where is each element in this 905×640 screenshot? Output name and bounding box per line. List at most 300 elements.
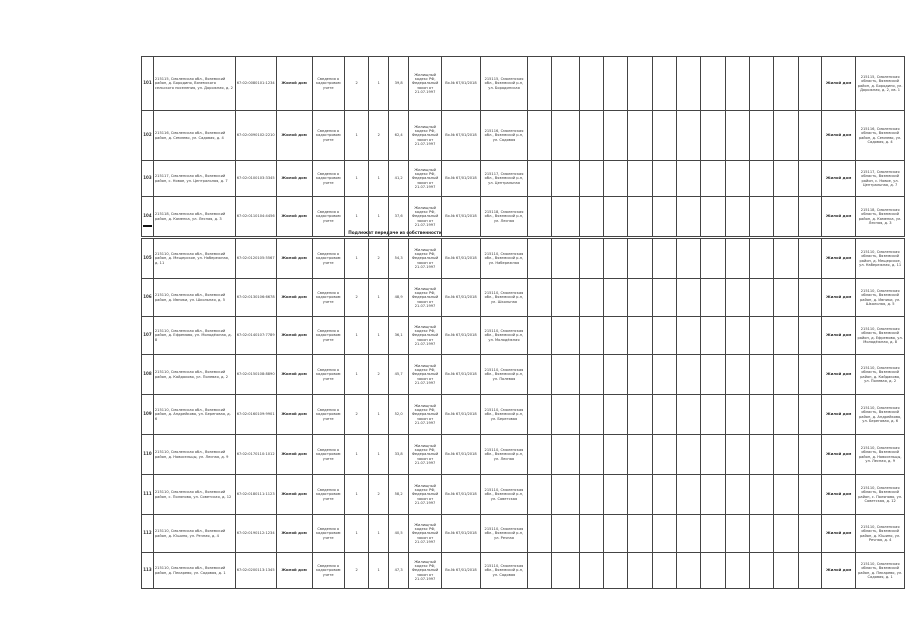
address-cell: 215115, Смоленская обл., Вяземский район, д. Бородино, Вяземского сельского поселения, ул. Дорожная, д. 2 bbox=[153, 57, 235, 111]
empty-cell bbox=[774, 279, 798, 317]
empty-cell bbox=[527, 553, 551, 589]
empty-cell bbox=[604, 317, 628, 355]
registry-table-bottom bbox=[141, 238, 905, 589]
basis-cell: Жилищный кодекс РФ, Федеральный закон от 21.07.1997 bbox=[409, 395, 441, 435]
purpose-cell: Сведения о кадастровом учете bbox=[312, 553, 344, 589]
empty-cell bbox=[552, 161, 580, 197]
empty-cell bbox=[749, 197, 773, 237]
entrances-cell: 2 bbox=[369, 475, 389, 515]
empty-cell bbox=[579, 553, 603, 589]
registration-cell: 215116, Смоленская обл., Вяземский р-н, ул. Садовая bbox=[481, 111, 528, 161]
empty-cell bbox=[677, 475, 701, 515]
cadastral-number-cell: 67:02:0190112:1234 bbox=[235, 515, 276, 553]
empty-cell bbox=[677, 317, 701, 355]
empty-cell bbox=[677, 279, 701, 317]
empty-cell bbox=[628, 355, 652, 395]
date-cell: Вх.№ 67/01/2018 bbox=[441, 395, 480, 435]
entrances-cell: 2 bbox=[369, 111, 389, 161]
empty-cell bbox=[774, 515, 798, 553]
empty-cell bbox=[798, 111, 821, 161]
empty-cell bbox=[774, 197, 798, 237]
date-cell: Вх.№ 67/01/2018 bbox=[441, 197, 480, 237]
empty-cell bbox=[628, 197, 652, 237]
owner-type-cell: Жилой дом bbox=[822, 515, 856, 553]
owner-type-cell: Жилой дом bbox=[822, 435, 856, 475]
entrances-cell: 1 bbox=[369, 279, 389, 317]
purpose-cell: Сведения о кадастровом учете bbox=[312, 161, 344, 197]
empty-cell bbox=[628, 161, 652, 197]
empty-cell bbox=[604, 553, 628, 589]
address-cell: 215117, Смоленская обл., Вяземский район, с. Новое, ул. Центральная, д. 7 bbox=[153, 161, 235, 197]
row-number: 106 bbox=[142, 279, 154, 317]
entrances-cell: 1 bbox=[369, 317, 389, 355]
empty-cell bbox=[749, 239, 773, 279]
empty-cell bbox=[677, 57, 701, 111]
empty-cell bbox=[774, 355, 798, 395]
empty-cell bbox=[774, 475, 798, 515]
empty-cell bbox=[579, 161, 603, 197]
table-row bbox=[142, 475, 905, 515]
owner-address-cell: 215110, Смоленская область, Вяземский район, д. Новосельцы, ул. Лесная, д. 9 bbox=[856, 435, 905, 475]
empty-cell bbox=[527, 111, 551, 161]
object-type-cell: Жилой дом bbox=[276, 553, 312, 589]
owner-address-cell: 215110, Смоленская область, Вяземский район, д. Ефремово, ул. Молодёжная, д. 8 bbox=[856, 317, 905, 355]
section-title: Подлежат передаче из собственности bbox=[348, 230, 442, 235]
floors-cell: 2 bbox=[344, 57, 369, 111]
owner-type-cell: Жилой дом bbox=[822, 553, 856, 589]
registration-cell: 215115, Смоленская обл., Вяземский р-н, ул. Бородинская bbox=[481, 57, 528, 111]
entrances-cell: 1 bbox=[369, 57, 389, 111]
empty-cell bbox=[725, 197, 749, 237]
empty-cell bbox=[725, 57, 749, 111]
entrances-cell: 1 bbox=[369, 515, 389, 553]
cadastral-number-cell: 67:02:0150108:8890 bbox=[235, 355, 276, 395]
table-row bbox=[142, 239, 905, 279]
empty-cell bbox=[701, 435, 725, 475]
address-cell: 215118, Смоленская обл., Вяземский район, д. Каменка, ул. Лесная, д. 3 bbox=[153, 197, 235, 237]
table-row bbox=[142, 161, 905, 197]
empty-cell bbox=[579, 395, 603, 435]
floors-cell: 1 bbox=[344, 197, 369, 237]
basis-cell: Жилищный кодекс РФ, Федеральный закон от 21.07.1997 bbox=[409, 553, 441, 589]
area-cell: 52,0 bbox=[388, 395, 408, 435]
owner-type-cell: Жилой дом bbox=[822, 475, 856, 515]
row-number: 109 bbox=[142, 395, 154, 435]
empty-cell bbox=[552, 475, 580, 515]
owner-address-cell: 215110, Смоленская область, Вяземский район, д. Пекарево, ул. Садовая, д. 1 bbox=[856, 553, 905, 589]
date-cell: Вх.№ 67/01/2018 bbox=[441, 515, 480, 553]
empty-cell bbox=[701, 317, 725, 355]
cadastral-number-cell: 67:02:0200113:1345 bbox=[235, 553, 276, 589]
empty-cell bbox=[774, 111, 798, 161]
object-type-cell: Жилой дом bbox=[276, 395, 312, 435]
empty-cell bbox=[652, 197, 676, 237]
empty-cell bbox=[552, 111, 580, 161]
empty-cell bbox=[749, 553, 773, 589]
table-row bbox=[142, 515, 905, 553]
cadastral-number-cell: 67:02:0110104:4456 bbox=[235, 197, 276, 237]
empty-cell bbox=[604, 197, 628, 237]
empty-cell bbox=[628, 239, 652, 279]
empty-cell bbox=[579, 239, 603, 279]
empty-cell bbox=[749, 279, 773, 317]
empty-cell bbox=[749, 317, 773, 355]
empty-cell bbox=[527, 279, 551, 317]
empty-cell bbox=[774, 435, 798, 475]
purpose-cell: Сведения о кадастровом учете bbox=[312, 239, 344, 279]
address-cell: 215110, Смоленская обл., Вяземский район, д. Ефремово, ул. Молодёжная, д. 8 bbox=[153, 317, 235, 355]
address-cell: 215110, Смоленская обл., Вяземский район, д. Пекарево, ул. Садовая, д. 1 bbox=[153, 553, 235, 589]
area-cell: 48,9 bbox=[388, 279, 408, 317]
basis-cell: Жилищный кодекс РФ, Федеральный закон от 21.07.1997 bbox=[409, 515, 441, 553]
basis-cell: Жилищный кодекс РФ, Федеральный закон от 21.07.1997 bbox=[409, 317, 441, 355]
entrances-cell: 2 bbox=[369, 355, 389, 395]
empty-cell bbox=[527, 239, 551, 279]
owner-address-cell: 215110, Смоленская область, Вяземский район, д. Кайдаково, ул. Полевая, д. 2 bbox=[856, 355, 905, 395]
empty-cell bbox=[604, 355, 628, 395]
empty-cell bbox=[527, 515, 551, 553]
empty-cell bbox=[628, 475, 652, 515]
empty-cell bbox=[798, 475, 821, 515]
address-cell: 215116, Смоленская обл., Вяземский район, д. Семлево, ул. Садовая, д. 4 bbox=[153, 111, 235, 161]
empty-cell bbox=[652, 475, 676, 515]
row-number: 112 bbox=[142, 515, 154, 553]
empty-cell bbox=[628, 395, 652, 435]
basis-cell: Жилищный кодекс РФ, Федеральный закон от 21.07.1997 bbox=[409, 161, 441, 197]
table-row bbox=[142, 553, 905, 589]
table-row bbox=[142, 57, 905, 111]
row-number: 108 bbox=[142, 355, 154, 395]
basis-cell: Жилищный кодекс РФ, Федеральный закон от 21.07.1997 bbox=[409, 57, 441, 111]
empty-cell bbox=[527, 197, 551, 237]
empty-cell bbox=[552, 57, 580, 111]
basis-cell: Жилищный кодекс РФ, Федеральный закон от 21.07.1997 bbox=[409, 239, 441, 279]
area-cell: 45,7 bbox=[388, 355, 408, 395]
owner-type-cell: Жилой дом bbox=[822, 355, 856, 395]
empty-cell bbox=[552, 515, 580, 553]
object-type-cell: Жилой дом bbox=[276, 111, 312, 161]
empty-cell bbox=[652, 57, 676, 111]
empty-cell bbox=[628, 57, 652, 111]
empty-cell bbox=[677, 239, 701, 279]
floors-cell: 1 bbox=[344, 475, 369, 515]
date-cell: Вх.№ 67/01/2018 bbox=[441, 239, 480, 279]
purpose-cell: Сведения о кадастровом учете bbox=[312, 515, 344, 553]
empty-cell bbox=[701, 355, 725, 395]
cadastral-number-cell: 67:02:0080101:1234 bbox=[235, 57, 276, 111]
empty-cell bbox=[774, 161, 798, 197]
owner-type-cell: Жилой дом bbox=[821, 161, 855, 197]
table-row bbox=[142, 197, 905, 237]
cadastral-number-cell: 67:02:0130106:6678 bbox=[235, 279, 276, 317]
basis-cell: Жилищный кодекс РФ, Федеральный закон от 21.07.1997 bbox=[409, 355, 441, 395]
address-cell: 215110, Смоленская обл., Вяземский район, д. Ивники, ул. Школьная, д. 5 bbox=[153, 279, 235, 317]
empty-cell bbox=[701, 395, 725, 435]
row-number: 110 bbox=[142, 435, 154, 475]
empty-cell bbox=[604, 475, 628, 515]
empty-cell bbox=[604, 57, 628, 111]
object-type-cell: Жилой дом bbox=[276, 475, 312, 515]
date-cell: Вх.№ 67/01/2018 bbox=[441, 475, 480, 515]
registration-cell: 215117, Смоленская обл., Вяземский р-н, ул. Центральная bbox=[481, 161, 528, 197]
empty-cell bbox=[527, 395, 551, 435]
owner-address-cell: 215110, Смоленская область, Вяземский район, д. Юшино, ул. Речная, д. 4 bbox=[856, 515, 905, 553]
empty-cell bbox=[652, 553, 676, 589]
empty-cell bbox=[701, 279, 725, 317]
empty-cell bbox=[677, 395, 701, 435]
empty-cell bbox=[725, 161, 749, 197]
table-row bbox=[142, 395, 905, 435]
empty-cell bbox=[725, 515, 749, 553]
date-cell: Вх.№ 67/01/2018 bbox=[441, 553, 480, 589]
empty-cell bbox=[774, 395, 798, 435]
empty-cell bbox=[652, 395, 676, 435]
empty-cell bbox=[725, 475, 749, 515]
empty-cell bbox=[579, 355, 603, 395]
empty-cell bbox=[628, 317, 652, 355]
empty-cell bbox=[798, 395, 821, 435]
owner-address-cell: 215110, Смоленская область, Вяземский район, д. Андрейково, ул. Береговая, д. 6 bbox=[856, 395, 905, 435]
empty-cell bbox=[701, 111, 725, 161]
empty-cell bbox=[701, 161, 725, 197]
table-row bbox=[142, 355, 905, 395]
owner-type-cell: Жилой дом bbox=[822, 317, 856, 355]
area-cell: 62,4 bbox=[388, 111, 408, 161]
empty-cell bbox=[527, 475, 551, 515]
empty-cell bbox=[798, 197, 821, 237]
floors-cell: 1 bbox=[344, 515, 369, 553]
area-cell: 41,2 bbox=[388, 161, 408, 197]
empty-cell bbox=[552, 435, 580, 475]
owner-type-cell: Жилой дом bbox=[822, 279, 856, 317]
row-number: 111 bbox=[142, 475, 154, 515]
owner-address-cell: 215117, Смоленская область, Вяземский район, с. Новое, ул. Центральная, д. 7 bbox=[856, 161, 905, 197]
floors-cell: 1 bbox=[344, 435, 369, 475]
purpose-cell: Сведения о кадастровом учете bbox=[312, 197, 344, 237]
object-type-cell: Жилой дом bbox=[276, 57, 312, 111]
object-type-cell: Жилой дом bbox=[276, 317, 312, 355]
empty-cell bbox=[527, 57, 551, 111]
area-cell: 33,8 bbox=[388, 435, 408, 475]
empty-cell bbox=[552, 317, 580, 355]
table-row bbox=[142, 111, 905, 161]
purpose-cell: Сведения о кадастровом учете bbox=[312, 317, 344, 355]
area-cell: 39,8 bbox=[388, 57, 408, 111]
registration-cell: 215110, Смоленская обл., Вяземский р-н, ул. Набережная bbox=[481, 239, 528, 279]
purpose-cell: Сведения о кадастровом учете bbox=[312, 475, 344, 515]
empty-cell bbox=[677, 355, 701, 395]
area-cell: 47,3 bbox=[388, 553, 408, 589]
area-cell: 54,3 bbox=[388, 239, 408, 279]
empty-cell bbox=[579, 515, 603, 553]
empty-cell bbox=[701, 553, 725, 589]
date-cell: Вх.№ 67/01/2018 bbox=[441, 111, 480, 161]
row-number: 113 bbox=[142, 553, 154, 589]
empty-cell bbox=[652, 111, 676, 161]
purpose-cell: Сведения о кадастровом учете bbox=[312, 111, 344, 161]
empty-cell bbox=[652, 279, 676, 317]
empty-cell bbox=[677, 161, 701, 197]
empty-cell bbox=[701, 515, 725, 553]
empty-cell bbox=[527, 355, 551, 395]
object-type-cell: Жилой дом bbox=[276, 355, 312, 395]
entrances-cell: 1 bbox=[369, 197, 389, 237]
owner-address-cell: 215110, Смоленская область, Вяземский район, с. Поляново, ул. Советская, д. 12 bbox=[856, 475, 905, 515]
floors-cell: 2 bbox=[344, 553, 369, 589]
empty-cell bbox=[677, 197, 701, 237]
empty-cell bbox=[527, 161, 551, 197]
entrances-cell: 2 bbox=[369, 239, 389, 279]
address-cell: 215110, Смоленская обл., Вяземский район, д. Мещерское, ул. Набережная, д. 11 bbox=[153, 239, 235, 279]
date-cell: Вх.№ 67/01/2018 bbox=[441, 161, 480, 197]
basis-cell: Жилищный кодекс РФ, Федеральный закон от 21.07.1997 bbox=[409, 435, 441, 475]
area-cell: 36,1 bbox=[388, 317, 408, 355]
registration-cell: 215110, Смоленская обл., Вяземский р-н, ул. Лесная bbox=[481, 435, 528, 475]
empty-cell bbox=[725, 395, 749, 435]
empty-cell bbox=[628, 515, 652, 553]
date-cell: Вх.№ 67/01/2018 bbox=[441, 279, 480, 317]
date-cell: Вх.№ 67/01/2018 bbox=[441, 355, 480, 395]
purpose-cell: Сведения о кадастровом учете bbox=[312, 355, 344, 395]
empty-cell bbox=[579, 317, 603, 355]
empty-cell bbox=[798, 355, 821, 395]
registration-cell: 215110, Смоленская обл., Вяземский р-н, ул. Береговая bbox=[481, 395, 528, 435]
registration-cell: 215110, Смоленская обл., Вяземский р-н, ул. Полевая bbox=[481, 355, 528, 395]
empty-cell bbox=[552, 239, 580, 279]
empty-cell bbox=[774, 317, 798, 355]
owner-type-cell: Жилой дом bbox=[822, 395, 856, 435]
registration-cell: 215110, Смоленская обл., Вяземский р-н, ул. Садовая bbox=[481, 553, 528, 589]
owner-type-cell: Жилой дом bbox=[821, 197, 855, 237]
entrances-cell: 1 bbox=[369, 553, 389, 589]
registration-cell: 215110, Смоленская обл., Вяземский р-н, ул. Советская bbox=[481, 475, 528, 515]
empty-cell bbox=[677, 515, 701, 553]
empty-cell bbox=[579, 57, 603, 111]
table-row bbox=[142, 435, 905, 475]
cadastral-number-cell: 67:02:0090102:2210 bbox=[235, 111, 276, 161]
empty-cell bbox=[604, 239, 628, 279]
empty-cell bbox=[604, 515, 628, 553]
owner-type-cell: Жилой дом bbox=[821, 57, 855, 111]
empty-cell bbox=[701, 197, 725, 237]
registry-table-top bbox=[141, 56, 905, 237]
empty-cell bbox=[798, 553, 821, 589]
empty-cell bbox=[677, 111, 701, 161]
entrances-cell: 1 bbox=[369, 435, 389, 475]
table-row bbox=[142, 279, 905, 317]
date-cell: Вх.№ 67/01/2018 bbox=[441, 317, 480, 355]
empty-cell bbox=[798, 515, 821, 553]
owner-address-cell: 215118, Смоленская область, Вяземский район, д. Каменка, ул. Лесная, д. 3 bbox=[856, 197, 905, 237]
empty-cell bbox=[798, 239, 821, 279]
empty-cell bbox=[798, 161, 821, 197]
owner-address-cell: 215116, Смоленская область, Вяземский район, д. Семлево, ул. Садовая, д. 4 bbox=[856, 111, 905, 161]
empty-cell bbox=[628, 553, 652, 589]
empty-cell bbox=[552, 279, 580, 317]
owner-address-cell: 215110, Смоленская область, Вяземский район, д. Мещерское, ул. Набережная, д. 11 bbox=[856, 239, 905, 279]
purpose-cell: Сведения о кадастровом учете bbox=[312, 435, 344, 475]
empty-cell bbox=[774, 553, 798, 589]
empty-cell bbox=[701, 239, 725, 279]
empty-cell bbox=[701, 57, 725, 111]
empty-cell bbox=[652, 515, 676, 553]
address-cell: 215110, Смоленская обл., Вяземский район, д. Кайдаково, ул. Полевая, д. 2 bbox=[153, 355, 235, 395]
object-type-cell: Жилой дом bbox=[276, 197, 312, 237]
empty-cell bbox=[774, 57, 798, 111]
date-cell: Вх.№ 67/01/2018 bbox=[441, 435, 480, 475]
empty-cell bbox=[701, 475, 725, 515]
entrances-cell: 1 bbox=[369, 395, 389, 435]
address-cell: 215110, Смоленская обл., Вяземский район, д. Андрейково, ул. Береговая, д. 6 bbox=[153, 395, 235, 435]
empty-cell bbox=[749, 475, 773, 515]
empty-cell bbox=[628, 435, 652, 475]
empty-cell bbox=[749, 57, 773, 111]
floors-cell: 1 bbox=[344, 317, 369, 355]
registration-cell: 215110, Смоленская обл., Вяземский р-н, ул. Речная bbox=[481, 515, 528, 553]
empty-cell bbox=[725, 553, 749, 589]
empty-cell bbox=[579, 435, 603, 475]
empty-cell bbox=[552, 553, 580, 589]
object-type-cell: Жилой дом bbox=[276, 161, 312, 197]
floors-cell: 1 bbox=[344, 239, 369, 279]
empty-cell bbox=[725, 355, 749, 395]
empty-cell bbox=[749, 515, 773, 553]
cadastral-number-cell: 67:02:0180111:1123 bbox=[235, 475, 276, 515]
empty-cell bbox=[552, 395, 580, 435]
row-number: 102 bbox=[142, 111, 154, 161]
floors-cell: 2 bbox=[344, 395, 369, 435]
cadastral-number-cell: 67:02:0100103:3345 bbox=[235, 161, 276, 197]
empty-cell bbox=[798, 57, 821, 111]
empty-cell bbox=[652, 317, 676, 355]
empty-cell bbox=[774, 239, 798, 279]
floors-cell: 1 bbox=[344, 161, 369, 197]
cadastral-number-cell: 67:02:0160109:9901 bbox=[235, 395, 276, 435]
cadastral-number-cell: 67:02:0120105:5567 bbox=[235, 239, 276, 279]
empty-cell bbox=[652, 161, 676, 197]
empty-cell bbox=[604, 161, 628, 197]
owner-type-cell: Жилой дом bbox=[821, 111, 855, 161]
object-type-cell: Жилой дом bbox=[276, 279, 312, 317]
empty-cell bbox=[604, 279, 628, 317]
empty-cell bbox=[579, 279, 603, 317]
empty-cell bbox=[579, 197, 603, 237]
row-number: 101 bbox=[142, 57, 154, 111]
empty-cell bbox=[677, 553, 701, 589]
object-type-cell: Жилой дом bbox=[276, 515, 312, 553]
empty-cell bbox=[749, 355, 773, 395]
owner-address-cell: 215115, Смоленская область, Вяземский район, д. Бородино, ул. Дорожная, д. 2, кв. 1 bbox=[856, 57, 905, 111]
empty-cell bbox=[725, 435, 749, 475]
cadastral-number-cell: 67:02:0140107:7789 bbox=[235, 317, 276, 355]
empty-cell bbox=[749, 435, 773, 475]
empty-cell bbox=[725, 317, 749, 355]
address-cell: 215110, Смоленская обл., Вяземский район, д. Юшино, ул. Речная, д. 4 bbox=[153, 515, 235, 553]
floors-cell: 2 bbox=[344, 279, 369, 317]
address-cell: 215110, Смоленская обл., Вяземский район, с. Поляново, ул. Советская, д. 12 bbox=[153, 475, 235, 515]
registration-cell: 215110, Смоленская обл., Вяземский р-н, ул. Школьная bbox=[481, 279, 528, 317]
empty-cell bbox=[725, 239, 749, 279]
owner-address-cell: 215110, Смоленская область, Вяземский район, д. Ивники, ул. Школьная, д. 5 bbox=[856, 279, 905, 317]
empty-cell bbox=[579, 475, 603, 515]
empty-cell bbox=[749, 111, 773, 161]
empty-cell bbox=[749, 395, 773, 435]
area-cell: 58,2 bbox=[388, 475, 408, 515]
empty-cell bbox=[552, 355, 580, 395]
object-type-cell: Жилой дом bbox=[276, 239, 312, 279]
object-type-cell: Жилой дом bbox=[276, 435, 312, 475]
row-number: 105 bbox=[142, 239, 154, 279]
